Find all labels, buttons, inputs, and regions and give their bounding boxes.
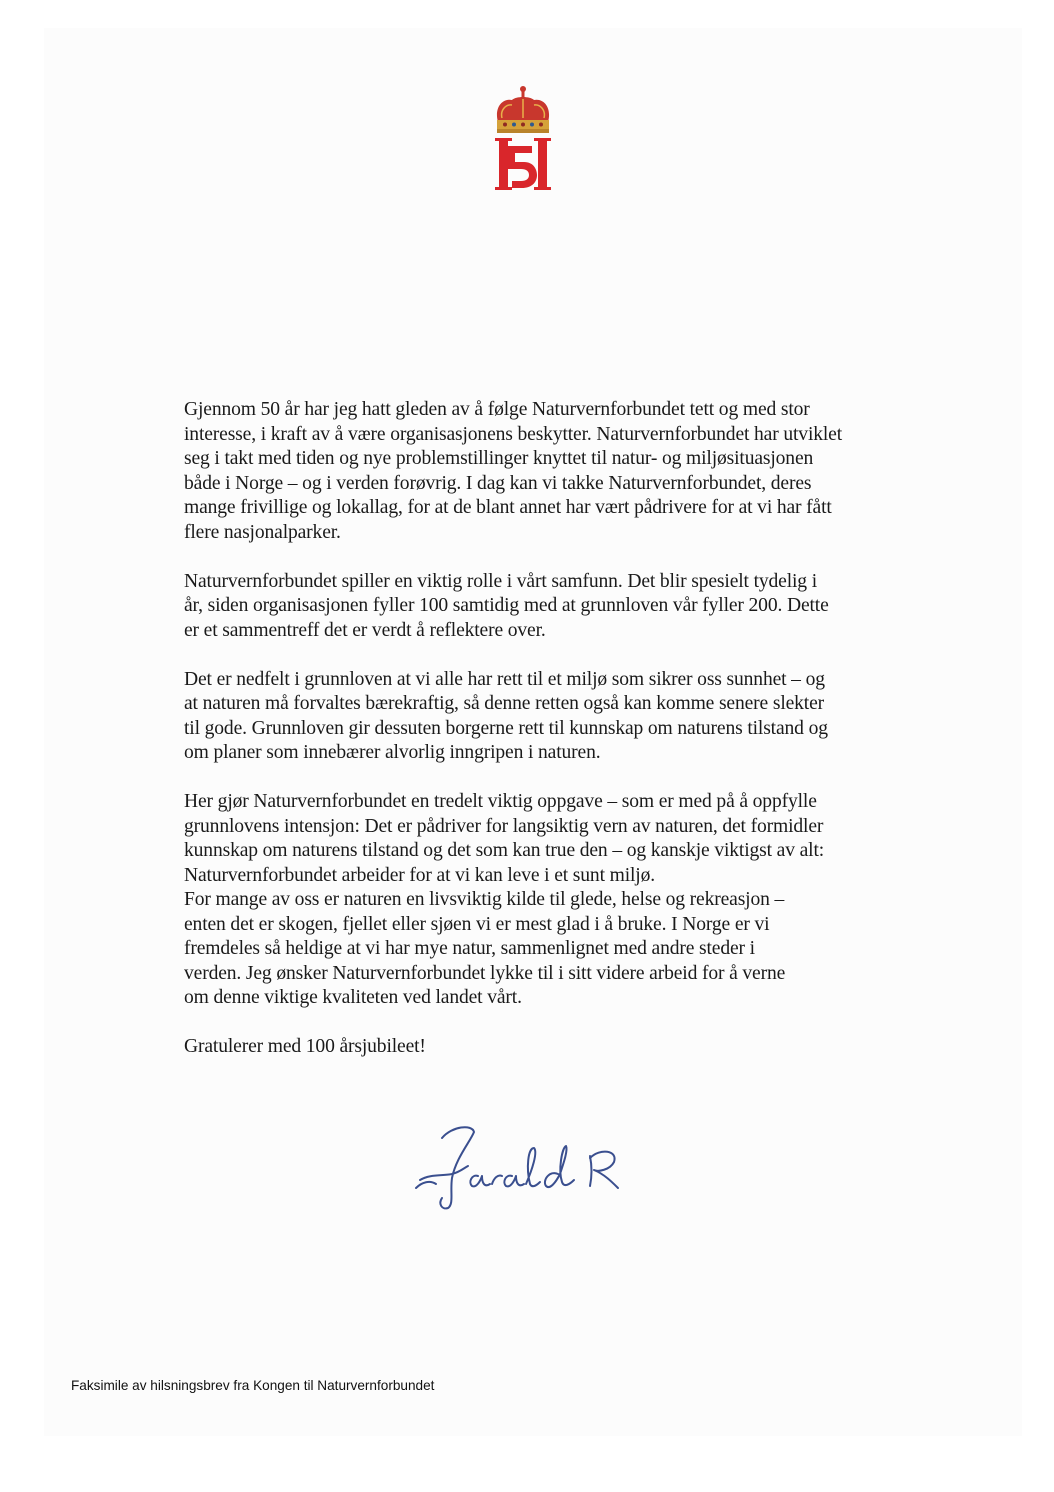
paragraph-constitution: Det er nedfelt i grunnloven at vi alle har rett til et miljø som sikrer oss sunnhet – og at naturen må forvaltes bærekraftig, så denne retten også kan komme senere slekter til gode. Grunnloven gir dessuten borgerne rett til kunnskap om naturens tilstand og om planer som innebærer alvorlig inngripen i naturen.: [184, 668, 828, 763]
paragraph-congratulations: Gratulerer med 100 årsjubileet!: [184, 1036, 426, 1057]
paragraph-nature: For mange av oss er naturen en livsviktig kilde til glede, helse og rekreasjon – enten det er skogen, fjellet eller sjøen vi er mest glad i å bruke. I Norge er vi fremdeles så heldige at vi har mye natur, sammenlignet med andre steder i verden. Jeg ønsker Naturvernforbundet lykke til i sitt videre arbeid for å verne om denne viktige kvaliteten ved landet vårt.: [184, 889, 786, 1008]
letter-body: [184, 398, 944, 1084]
paragraph-intro: Gjennom 50 år har jeg hatt gleden av å følge Naturvernforbundet tett og med stor interesse, i kraft av å være organisasjonens beskytter. Naturvernforbundet har utviklet seg i takt med tiden og nye problemstillinger knyttet til natur- og miljøsituasjonen både i Norge – og i verden forøvrig. I dag kan vi takke Naturvernforbundet, deres mange frivillige og lokallag, for at de blant annet har vært pådrivere for at vi har fått flere nasjonalparker.: [184, 399, 843, 543]
royal-monogram-icon: [490, 84, 556, 192]
paragraph-role: Naturvernforbundet spiller en viktig rolle i vårt samfunn. Det blir spesielt tydelig i år, siden organisasjonen fyller 100 samtidig med at grunnloven vår fyller 200. Dette er et sammentreff det er verdt å reflektere over.: [184, 570, 829, 641]
crown-icon: [497, 86, 549, 133]
cipher-h5-icon: [495, 138, 551, 190]
signature-icon: [412, 1118, 636, 1214]
caption: Faksimile av hilsningsbrev fra Kongen til Naturvernforbundet: [71, 1378, 435, 1393]
paragraph-task: Her gjør Naturvernforbundet en tredelt viktig oppgave – som er med på å oppfylle grunnlovens intensjon: Det er pådriver for langsiktig vern av naturen, det formidler kunnskap om naturens tilstand og det som kan true den – og kanskje viktigst av alt: Naturvernforbundet arbeider for at vi kan leve i et sunt miljø.: [184, 791, 825, 886]
